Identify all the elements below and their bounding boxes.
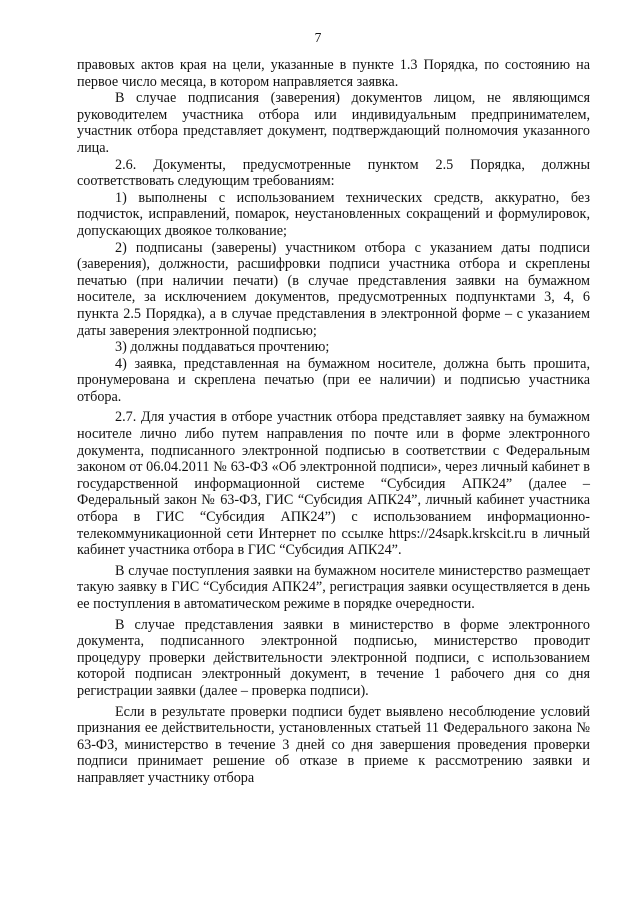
paragraph: В случае подписания (заверения) документов лицом, не являющимся руководителем участника отбора или индивидуальным предпринимателем, участник отбора представляет документ, подтверждающий полномочия указанного лица.: [77, 90, 590, 156]
paragraph: В случае поступления заявки на бумажном носителе министерство размещает такую заявку в ГИС “Субсидия АПК24”, регистрация заявки осуществляется в день ее поступления в автоматическом режиме в порядке очередности.: [77, 562, 590, 612]
list-item-3: 3) должны поддаваться прочтению;: [115, 339, 330, 356]
paragraph: правовых актов края на цели, указанные в пункте 1.3 Порядка, по состоянию на первое число месяца, в котором направляется заявка.: [77, 57, 590, 90]
paragraph-section-2-7: 2.7. Для участия в отборе участник отбора представляет заявку на бумажном носителе лично либо путем направления по почте или в форме электронного документа, подписанного электронной подписью в соответствии с Федеральным законом от 06.04.2011 № 63-ФЗ «Об электронной подписи», через личный кабинет в государственной информационной системе “Субсидия АПК24” (далее – Федеральный закон № 63-ФЗ, ГИС “Субсидия АПК24”, личный кабинет участника отбора в ГИС “Субсидия АПК24”) с использованием информационно-телекоммуникационной сети Интернет по ссылке https://24sapk.krskcit.ru в личный кабинет участника отбора в ГИС “Субсидия АПК24”.: [77, 409, 590, 559]
list-item-2: 2) подписаны (заверены) участником отбора с указанием даты подписи (заверения), должности, расшифровки подписи участника отбора и скреплены печатью (при наличии печати) (в случае представления заявки на бумажном носителе, за исключением документов, предусмотренных подпунктами 3, 4, 6 пункта 2.5 Порядка), а в случае представления в электронной форме – с указанием даты заверения электронной подписью;: [77, 239, 590, 339]
paragraph: Если в результате проверки подписи будет выявлено несоблюдение условий признания ее действительности, установленных статьей 11 Федерального закона № 63-ФЗ, министерство в течение 3 дней со дня завершения проведения проверки подписи принимает решение об отказе в приеме к рассмотрению заявки и направляет участнику отбора: [77, 703, 590, 786]
document-body: [77, 57, 590, 787]
list-item-1: 1) выполнены с использованием технических средств, аккуратно, без подчисток, исправлений, помарок, неустановленных сокращений и формулировок, допускающих двоякое толкование;: [77, 189, 590, 239]
paragraph-section-2-6: 2.6. Документы, предусмотренные пунктом 2.5 Порядка, должны соответствовать следующим требованиям:: [77, 156, 590, 190]
list-item-4: 4) заявка, представленная на бумажном носителе, должна быть прошита, пронумерована и скреплена печатью (при ее наличии) и подписью участника отбора.: [77, 355, 590, 405]
paragraph: В случае представления заявки в министерство в форме электронного документа, подписанного электронной подписью, министерство проводит процедуру проверки действительности электронной подписи, с использованием которой подписан электронный документ, в течение 1 рабочего дня со дня регистрации заявки (далее – проверка подписи).: [77, 616, 590, 699]
page-number: 7: [314, 30, 322, 45]
